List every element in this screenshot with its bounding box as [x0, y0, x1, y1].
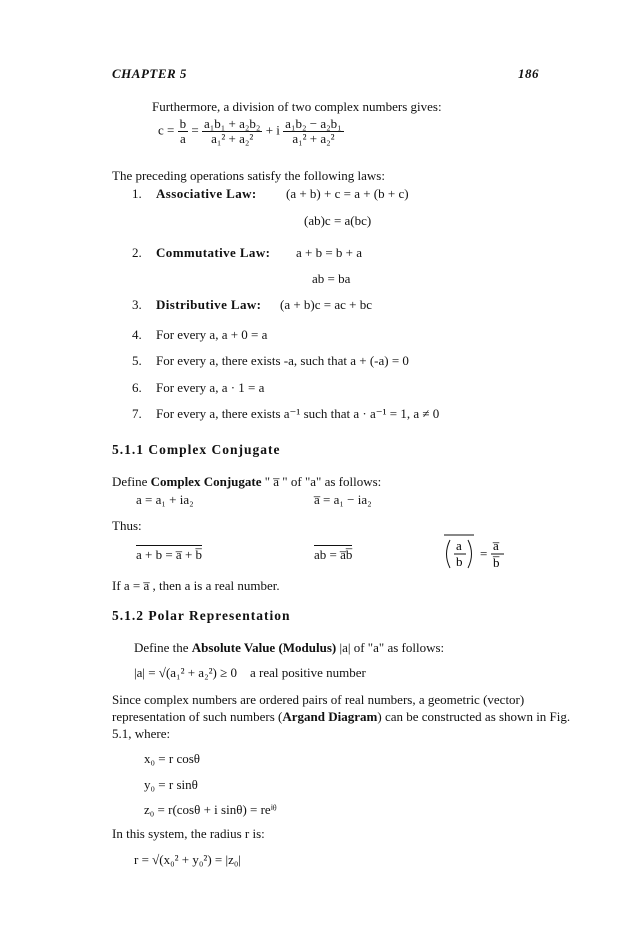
mod-def-term: Absolute Value (Modulus) [191, 640, 337, 655]
argand-para-line3: 5.1, where: [112, 726, 171, 741]
law-5-num: 5. [132, 353, 142, 368]
frac-real-part [202, 117, 263, 146]
frac-b: b [179, 116, 187, 131]
division-lhs: c = [158, 122, 175, 138]
section-5-1-1-title: 5.1.1 Complex Conjugate [112, 442, 281, 457]
frac-b-over-a [178, 117, 189, 146]
mod-def-pre: Define the [134, 640, 192, 655]
conj-identity-product [314, 547, 352, 563]
law-2-formula2: ab = ba [312, 271, 351, 286]
law-7-text: For every a, there exists a⁻¹ such that a · a⁻¹ = 1, a ≠ 0 [156, 406, 440, 421]
frac-real-num: a₁b₁ + a₂b₂ [203, 116, 261, 131]
z0-equation: z₀ = r(cosθ + i sinθ) = reⁱᶿ [144, 802, 277, 817]
conj-quotient-identity [438, 530, 518, 580]
chapter-header: CHAPTER 5 [112, 66, 187, 81]
svg-text:a̅: a̅ [493, 538, 499, 553]
frac-imag-part [283, 117, 344, 146]
svg-text:b: b [456, 554, 463, 569]
law-2-formula: a + b = b + a [296, 245, 363, 260]
radius-intro: In this system, the radius r is: [112, 826, 265, 841]
law-6-num: 6. [132, 380, 142, 395]
y0-equation: y₀ = r sinθ [144, 777, 198, 792]
law-1-formula: (a + b) + c = a + (b + c) [286, 186, 409, 201]
conjugate-definition [112, 474, 381, 490]
modulus-definition [134, 640, 444, 656]
law-1-formula2: (ab)c = a(bc) [304, 213, 372, 228]
division-plus-i: + i [265, 122, 280, 138]
argand-pre: representation of such numbers ( [112, 709, 283, 724]
frac-a: a [179, 131, 186, 146]
division-eq: = [191, 122, 199, 138]
radius-formula: r = √(x₀² + y₀²) = |z₀| [134, 852, 241, 867]
real-number-note: If a = a̅ , then a is a real number. [112, 578, 280, 593]
law-5-text: For every a, there exists -a, such that a + (-a) = 0 [156, 353, 409, 368]
conj-def-post: " a̅ " of "a" as follows: [261, 474, 382, 489]
law-4-text: For every a, a + 0 = a [156, 327, 268, 342]
thus-label: Thus: [112, 518, 142, 533]
abar-definition: a̅ = a₁ − ia₂ [314, 492, 372, 507]
law-3-formula: (a + b)c = ac + bc [280, 297, 373, 312]
argand-para-line1: Since complex numbers are ordered pairs of real numbers, a geometric (vector) [112, 692, 525, 707]
modulus-formula: |a| = √(a₁² + a₂²) ≥ 0 [134, 665, 237, 680]
law-4-num: 4. [132, 327, 142, 342]
argand-para-line2 [112, 709, 570, 725]
svg-text:b̅: b̅ [493, 555, 500, 570]
law-3-name: Distributive Law: [156, 297, 262, 312]
argand-term: Argand Diagram [282, 709, 378, 724]
conj-sum-expr: a + b = a̅ + b̅ [136, 547, 203, 562]
svg-text:=: = [480, 546, 488, 561]
frac-real-den: a₁² + a₂² [211, 131, 254, 146]
law-7-num: 7. [132, 406, 142, 421]
page-number: 186 [518, 66, 539, 81]
conj-def-pre: Define [112, 474, 151, 489]
intro-text: Furthermore, a division of two complex numbers gives: [152, 99, 442, 114]
argand-post: ) can be constructed as shown in Fig. [377, 709, 571, 724]
law-2-name: Commutative Law: [156, 245, 271, 260]
svg-text:a: a [456, 538, 462, 553]
conj-def-term: Complex Conjugate [150, 474, 262, 489]
mod-def-post: |a| of "a" as follows: [336, 640, 445, 655]
section-5-1-2-title: 5.1.2 Polar Representation [112, 608, 291, 623]
frac-imag-den: a₁² + a₂² [292, 131, 335, 146]
division-formula [158, 117, 344, 146]
a-definition: a = a₁ + ia₂ [136, 492, 194, 507]
law-2-num: 2. [132, 245, 142, 260]
law-6-text: For every a, a · 1 = a [156, 380, 265, 395]
laws-intro: The preceding operations satisfy the following laws: [112, 168, 385, 183]
conj-product-expr: ab = a̅b̅ [314, 547, 353, 562]
x0-equation: x₀ = r cosθ [144, 751, 200, 766]
law-1-num: 1. [132, 186, 142, 201]
law-3-num: 3. [132, 297, 142, 312]
conj-identity-sum [136, 547, 202, 563]
frac-imag-num: a₁b₂ − a₂b₁ [285, 116, 342, 131]
modulus-note: a real positive number [250, 665, 366, 680]
law-1-name: Associative Law: [156, 186, 257, 201]
